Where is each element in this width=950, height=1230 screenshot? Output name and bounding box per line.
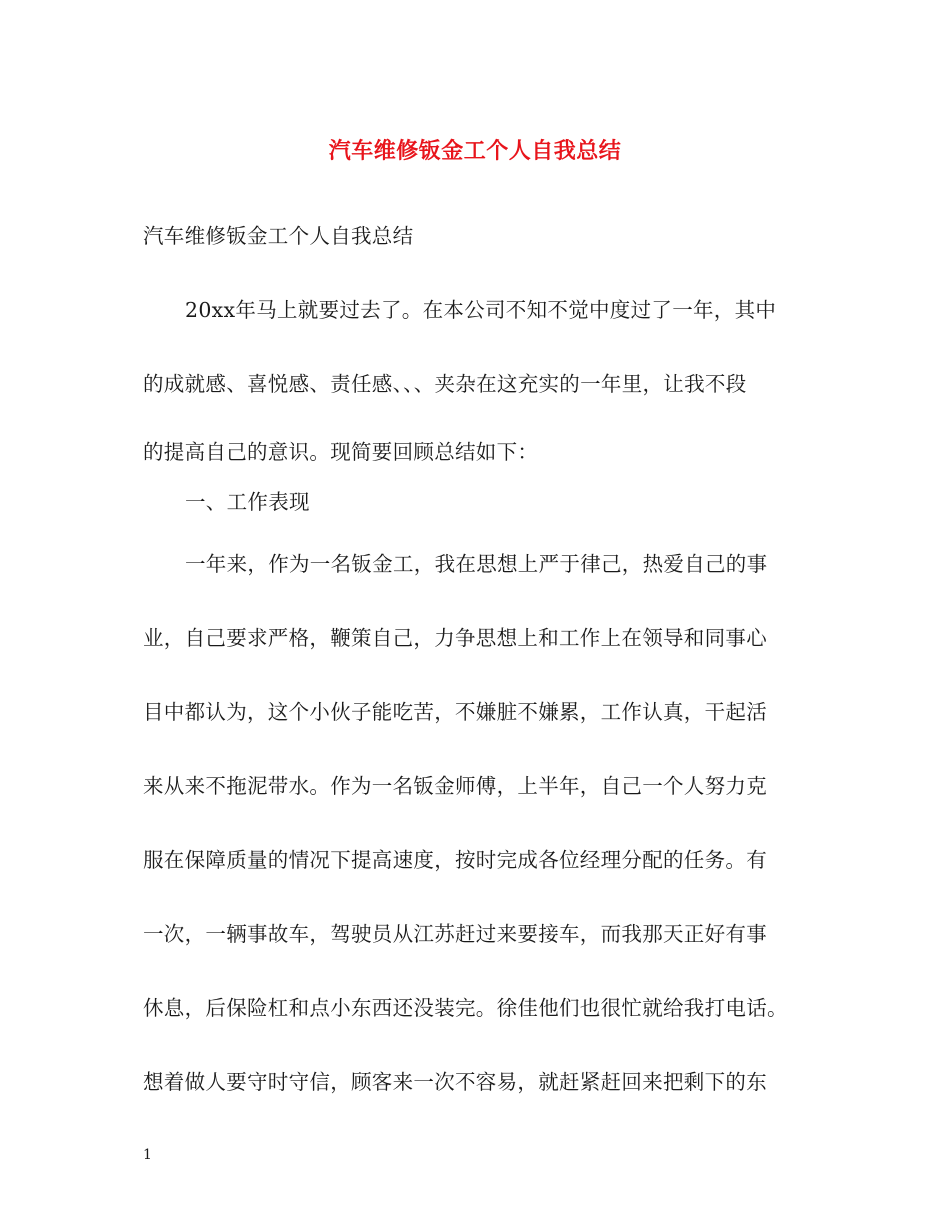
- paragraph-line-12: 想着做人要守时守信，顾客来一次不容易，就赶紧赶回来把剩下的东: [143, 1070, 767, 1094]
- paragraph-line-8: 来从来不拖泥带水。作为一名钣金师傅，上半年，自己一个人努力克: [143, 774, 767, 798]
- document-subtitle: 汽车维修钣金工个人自我总结: [143, 224, 414, 248]
- document-title: 汽车维修钣金工个人自我总结: [328, 138, 622, 164]
- paragraph-line-5: 一年来，作为一名钣金工，我在思想上严于律己，热爱自己的事: [185, 552, 768, 576]
- paragraph-line-7: 目中都认为，这个小伙子能吃苦，不嫌脏不嫌累，工作认真，干起活: [143, 700, 767, 724]
- paragraph-line-3: 的提高自己的意识。现简要回顾总结如下：: [143, 440, 539, 464]
- paragraph-line-9: 服在保障质量的情况下提高速度，按时完成各位经理分配的任务。有: [143, 848, 767, 872]
- paragraph-line-6: 业，自己要求严格，鞭策自己，力争思想上和工作上在领导和同事心: [143, 626, 767, 650]
- paragraph-line-10: 一次，一辆事故车，驾驶员从江苏赶过来要接车，而我那天正好有事: [143, 922, 767, 946]
- paragraph-line-2: 的成就感、喜悦感、责任感、、、夹杂在这充实的一年里，让我不段: [143, 372, 747, 396]
- paragraph-line-11: 休息，后保险杠和点小东西还没装完。徐佳他们也很忙就给我打电话。: [143, 996, 788, 1020]
- section-heading-work: 一、工作表现: [185, 490, 310, 514]
- page-number: 1: [143, 1147, 152, 1163]
- paragraph-line-1: 20xx年马上就要过去了。在本公司不知不觉中度过了一年，其中: [185, 298, 777, 322]
